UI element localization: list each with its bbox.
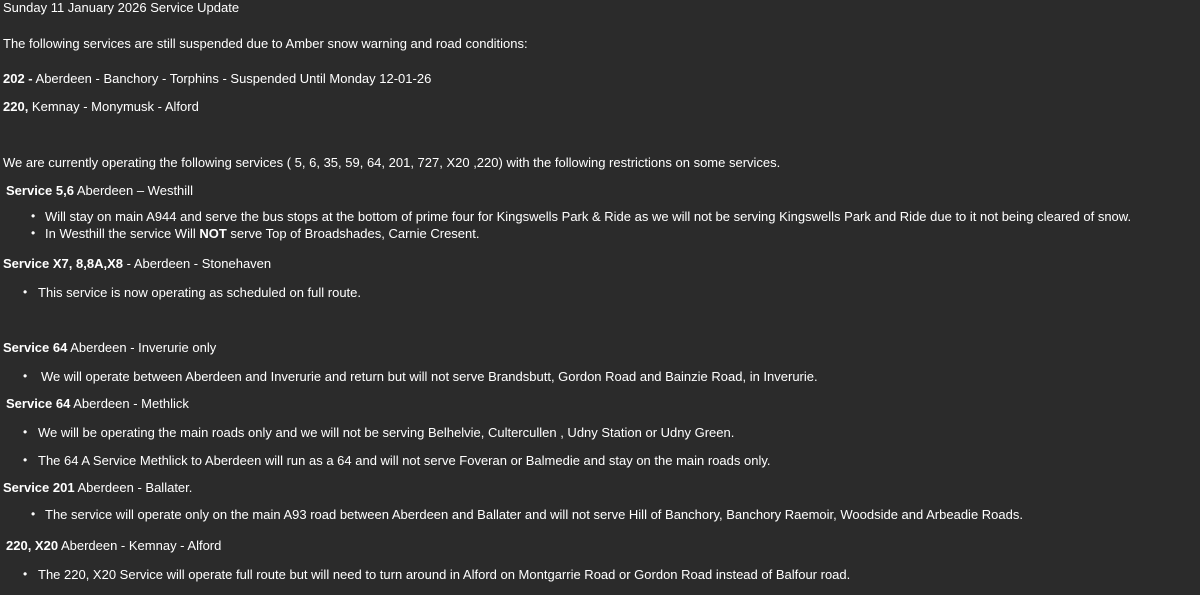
service-heading-64-inverurie xyxy=(3,340,216,355)
list-item: Will stay on main A944 and serve the bus stops at the bottom of prime four for Kingswells Park & Ride as we will not be serving Kingswells Park and Ride due to it not being cleared of snow. xyxy=(45,209,1132,224)
list-item: This service is now operating as scheduled on full route. xyxy=(38,285,362,300)
service-label: Service 64 xyxy=(6,396,71,411)
service-heading-64-methlick xyxy=(6,396,189,411)
service-heading-201 xyxy=(3,480,192,495)
bullet-dot: • xyxy=(31,507,36,521)
suspended-item-number: 202 - xyxy=(3,71,33,86)
suspended-item-202 xyxy=(3,71,431,86)
suspended-intro: The following services are still suspended due to Amber snow warning and road conditions: xyxy=(3,36,528,51)
service-label: Service 201 xyxy=(3,480,75,495)
service-heading-220-x20 xyxy=(6,538,221,553)
bullet-dot: • xyxy=(31,226,36,240)
page-title: Sunday 11 January 2026 Service Update xyxy=(3,0,240,15)
service-label: 220, X20 xyxy=(6,538,59,553)
list-item-text: In Westhill the service Will xyxy=(45,226,200,241)
service-route: Aberdeen - Ballater. xyxy=(74,480,193,495)
suspended-item-220 xyxy=(3,99,199,114)
list-item: We will operate between Aberdeen and Inverurie and return but will not serve Brandsbutt, Gordon Road and Bainzie Road, in Inverurie. xyxy=(41,369,818,384)
bullet-dot: • xyxy=(23,453,28,467)
list-item: We will be operating the main roads only and we will not be serving Belhelvie, Cultercullen , Udny Station or Udny Green. xyxy=(38,425,735,440)
operating-intro: We are currently operating the following services ( 5, 6, 35, 59, 64, 201, 727, X20 ,220) with the following restrictions on some services. xyxy=(3,155,781,170)
bullet-dot: • xyxy=(23,369,28,383)
list-item: The service will operate only on the main A93 road between Aberdeen and Ballater and will not serve Hill of Banchory, Banchory Raemoir, Woodside and Arbeadie Roads. xyxy=(45,507,1023,522)
service-route: - Aberdeen - Stonehaven xyxy=(122,256,272,271)
bullet-dot: • xyxy=(23,425,28,439)
service-heading-x7 xyxy=(3,256,271,271)
service-route: Aberdeen - Methlick xyxy=(70,396,189,411)
bullet-dot: • xyxy=(31,209,36,223)
suspended-item-text: Aberdeen - Banchory - Torphins - Suspended Until Monday 12-01-26 xyxy=(32,71,432,86)
service-heading-5-6 xyxy=(6,183,193,198)
suspended-item-number: 220, xyxy=(3,99,29,114)
list-item xyxy=(45,226,480,241)
list-item: The 64 A Service Methlick to Aberdeen will run as a 64 and will not serve Foveran or Balmedie and stay on the main roads only. xyxy=(38,453,771,468)
bullet-dot: • xyxy=(23,285,28,299)
list-item: The 220, X20 Service will operate full route but will need to turn around in Alford on Montgarrie Road or Gordon Road instead of Balfour road. xyxy=(38,567,851,582)
service-label: Service 64 xyxy=(3,340,68,355)
bullet-dot: • xyxy=(23,567,28,581)
service-label: Service 5,6 xyxy=(6,183,74,198)
list-item-emphasis: NOT xyxy=(199,226,227,241)
service-label: Service X7, 8,8A,X8 xyxy=(3,256,123,271)
service-route: Aberdeen - Inverurie only xyxy=(67,340,217,355)
suspended-item-text: Kemnay - Monymusk - Alford xyxy=(28,99,199,114)
service-route: Aberdeen – Westhill xyxy=(73,183,193,198)
service-route: Aberdeen - Kemnay - Alford xyxy=(58,538,222,553)
list-item-text: serve Top of Broadshades, Carnie Cresent. xyxy=(226,226,480,241)
